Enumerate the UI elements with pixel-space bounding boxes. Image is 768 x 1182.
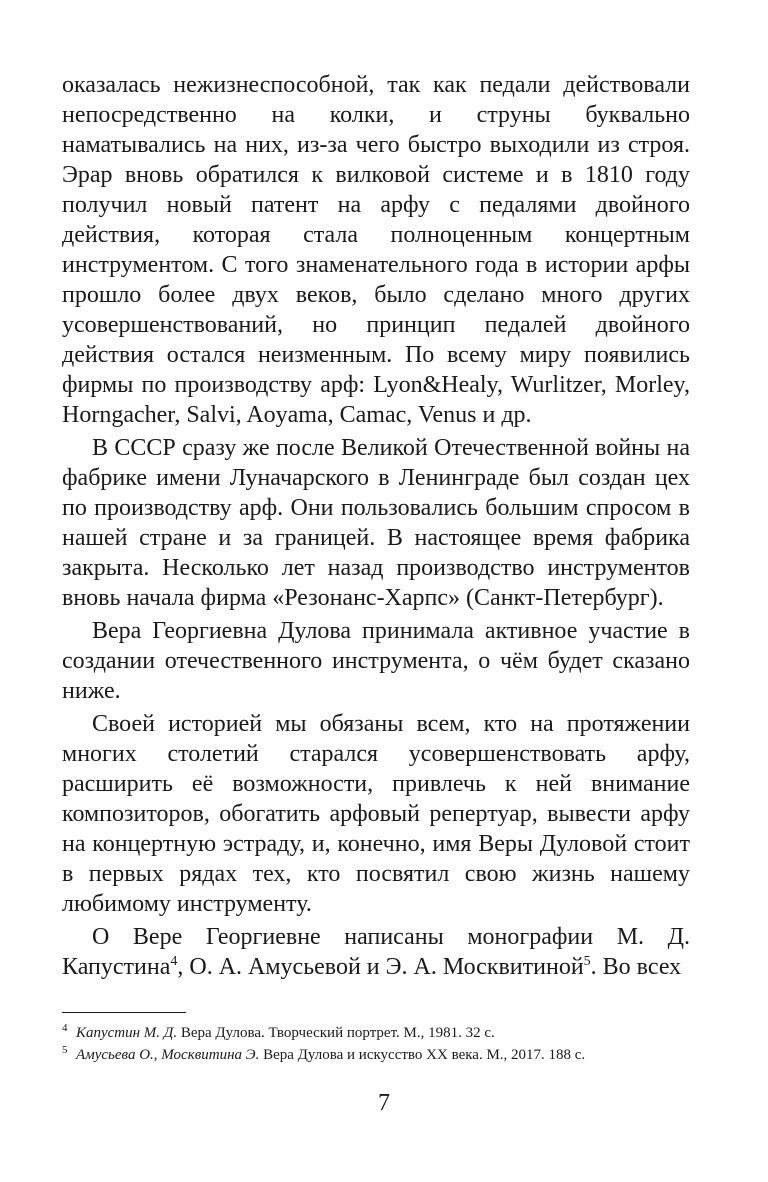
monographs-text-part-1: О Вере Георгиевне написаны монографии М. Д. Капустина: [62, 924, 690, 980]
footnote-divider: [62, 1012, 186, 1013]
footnote-author: Амусьева О., Москвитина Э.: [76, 1047, 260, 1063]
paragraph-dulova-participation: Вера Георгиевна Дулова принимала активное участие в создании отечественного инструмента, о чём будет сказано ниже.: [62, 618, 690, 704]
paragraph-ussr-factory: В СССР сразу же после Великой Отечественной войны на фабрике имени Луначарского в Ленинграде был создан цех по производству арф. Они пользовались большим спросом в нашей стране и за границей. В настоящее время фабрика закрыта. Несколько лет назад производство инструментов вновь начала фирма «Резонанс-Харпс» (Санкт-Петербург).: [62, 435, 690, 611]
footnote-ref-4[interactable]: 4: [170, 954, 178, 969]
footnote-text: Вера Дулова. Творческий портрет. М., 1981. 32 с.: [177, 1025, 495, 1041]
footnote-ref-5[interactable]: 5: [583, 954, 591, 969]
footnote-text: Вера Дулова и искусство XX века. М., 2017. 188 с.: [259, 1047, 586, 1063]
footnote-author: Капустин М. Д.: [76, 1025, 178, 1041]
paragraph-history-debt: Своей историей мы обязаны всем, кто на протяжении многих столетий старался усовершенствовать арфу, расширить её возможности, привлечь к ней внимание композиторов, обогатить арфовый репертуар, вывести арфу на концертную эстраду, и, конечно, имя Веры Дуловой стоит в первых рядах тех, кто посвятил свою жизнь нашему любимому инструменту.: [62, 711, 690, 917]
paragraph-continuation: оказалась нежизнеспособной, так как педали действовали непосредственно на колки, и струны буквально наматывались на них, из-за чего быстро выходили из строя. Эрар вновь обратился к вилковой системе и в 1810 году получил новый патент на арфу с педалями двойного действия, которая стала полноценным концертным инструментом. С того знаменательного года в истории арфы прошло более двух веков, было сделано много других усовершенствований, но принцип педалей двойного действия остался неизменным. По всему миру появились фирмы по производству арф: Lyon&Healy, Wurlitzer, Morley, Horngacher, Salvi, Aoyama, Camac, Venus и др.: [62, 72, 690, 428]
paragraph-monographs: [62, 922, 690, 982]
monographs-text-part-3: . Во всех: [590, 954, 682, 980]
footnote-4: 4 Капустин М. Д. Вера Дулова. Творческий портрет. М., 1981. 32 с.: [62, 1022, 495, 1041]
main-text: [62, 70, 690, 982]
page-number: 7: [378, 1090, 390, 1116]
footnote-5: 5 Амусьева О., Москвитина Э. Вера Дулова и искусство XX века. М., 2017. 188 с.: [62, 1044, 586, 1063]
monographs-text-part-2: , О. А. Амусьевой и Э. А. Москвитиной: [177, 954, 584, 980]
footnotes: [62, 1022, 690, 1066]
